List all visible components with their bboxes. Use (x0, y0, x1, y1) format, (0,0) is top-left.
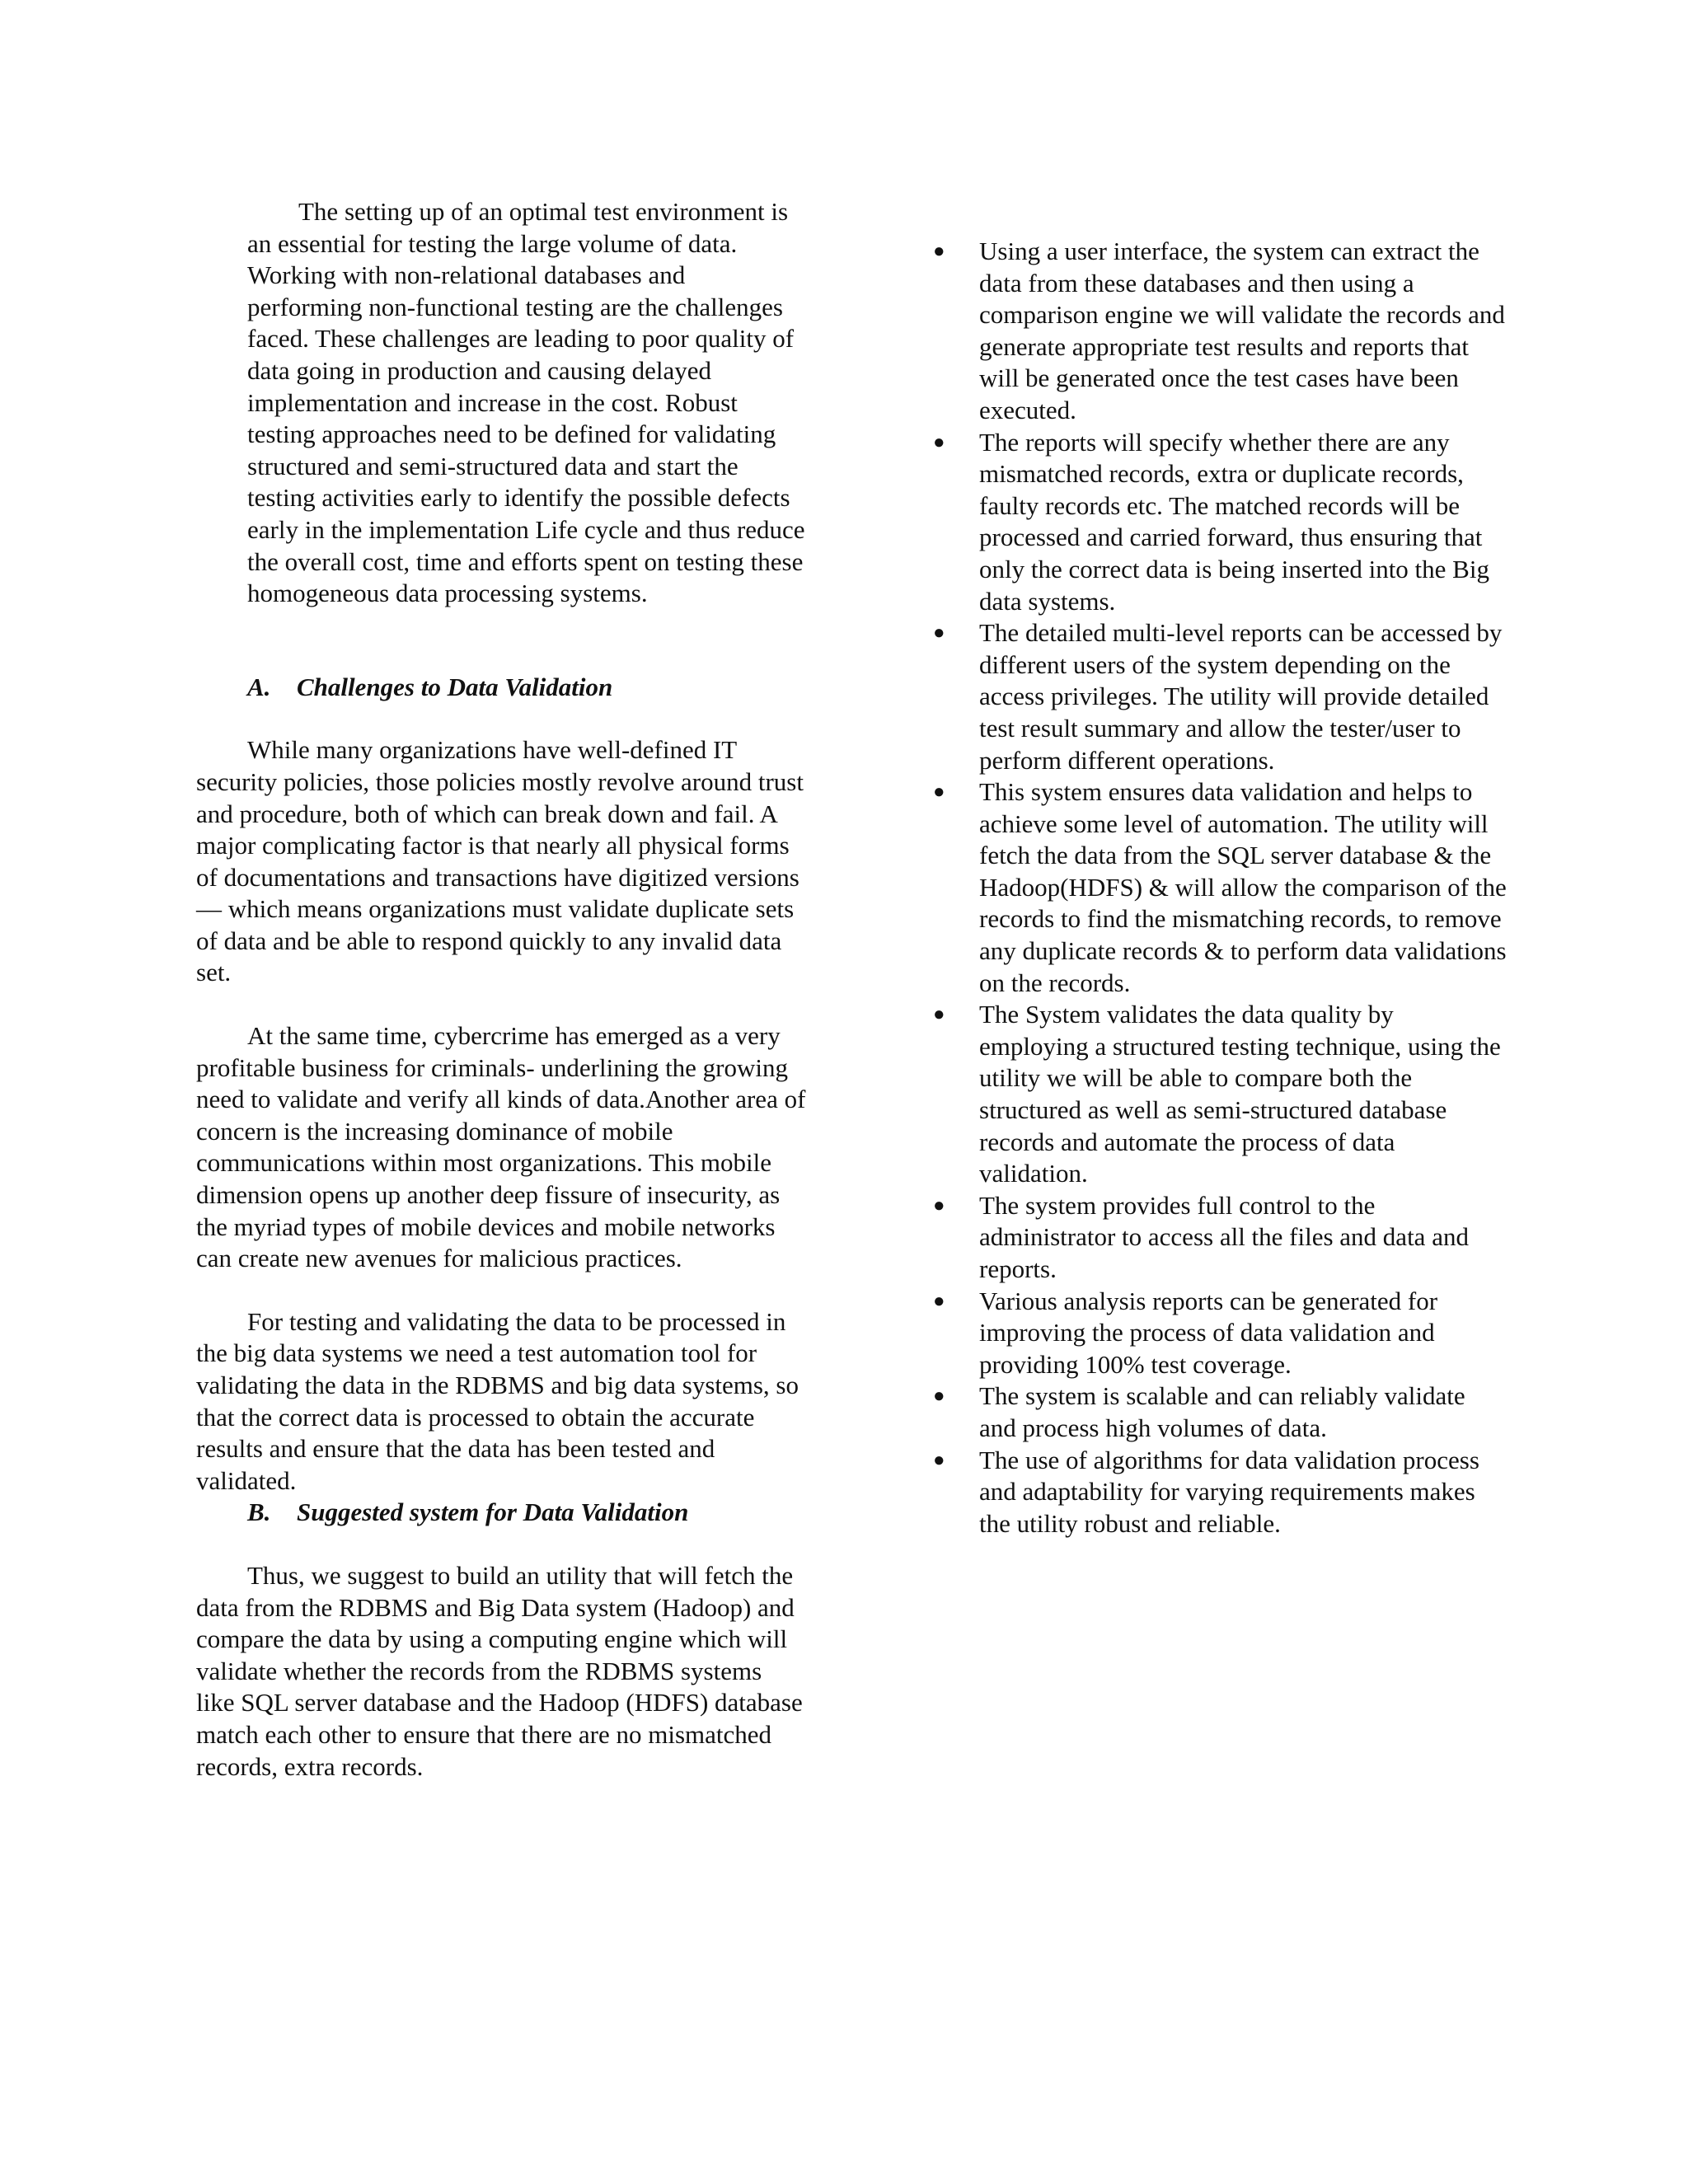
bullet-item (930, 776, 1507, 999)
bullet-item (930, 1445, 1507, 1540)
bullet-icon: ● (933, 431, 945, 453)
bullet-item (930, 617, 1507, 776)
bullet-text: The use of algorithms for data validation process and adaptability for varying requirements makes the utility robust and reliable. (979, 1445, 1479, 1538)
bullet-text: The System validates the data quality by employing a structured testing technique, using the utility we will be able to compare both the structured as well as semi-structured database records and automate the process of data validation. (979, 1000, 1501, 1188)
bullet-item (930, 236, 1507, 427)
bullet-item (930, 999, 1507, 1190)
bullet-icon: ● (933, 1385, 945, 1408)
right-column (930, 236, 1507, 1540)
bullet-text: Using a user interface, the system can extract the data from these databases and then using a comparison engine we will validate the records and generate appropriate test results and reports that will be generated once the test cases have been executed. (979, 237, 1505, 424)
bullet-item (930, 427, 1507, 618)
bullet-icon: ● (933, 1290, 945, 1312)
bullet-text: This system ensures data validation and helps to achieve some level of automation. The utility will fetch the data from the SQL server database & the Hadoop(HDFS) & will allow the comparison of the records to find the mismatching records, to remove any duplicate records & to perform data validations on the records. (979, 777, 1507, 997)
bullet-text: Various analysis reports can be generated for improving the process of data validation and providing 100% test coverage. (979, 1286, 1438, 1379)
bullet-icon: ● (933, 1004, 945, 1026)
feature-bullet-list (930, 236, 1507, 1540)
section-b-heading (247, 1497, 806, 1529)
bullet-icon: ● (933, 241, 945, 262)
intro-paragraph: The setting up of an optimal test environment is an essential for testing the large volume of data. Working with non-relational databases and performing non-functional testing are the challenges faced. These challenges are leading to poor quality of data going in production and causing delayed implementation and increase in the cost. Robust testing approaches need to be defined for validating structured and semi-structured data and start the testing activities early to identify the possible defects early in the implementation Life cycle and thus reduce the overall cost, time and efforts spent on testing these homogeneous data processing systems. (247, 197, 805, 608)
section-a-title: Challenges to Data Validation (297, 672, 613, 701)
section-a-paragraph-1: While many organizations have well-defined IT security policies, those policies mostly revolve around trust and procedure, both of which can break down and fail. A major complicating factor is that nearly all physical forms of documentations and transactions have digitized versions — which means organizations must validate duplicate sets of data and be able to respond quickly to any invalid data set. (196, 735, 804, 987)
section-a-paragraph-3: For testing and validating the data to be processed in the big data systems we need a test automation tool for validating the data in the RDBMS and big data systems, so that the correct data is processed to obtain the accurate results and ensure that the data has been tested and validated. (196, 1306, 799, 1495)
bullet-icon: ● (933, 622, 945, 644)
bullet-icon: ● (933, 1449, 945, 1471)
bullet-item (930, 1190, 1507, 1286)
bullet-text: The system provides full control to the administrator to access all the files and data and reports. (979, 1190, 1469, 1283)
bullet-item (930, 1286, 1507, 1381)
section-a-heading (247, 672, 806, 704)
bullet-item (930, 1380, 1507, 1444)
section-b-number: B. (247, 1497, 271, 1527)
bullet-text: The system is scalable and can reliably validate and process high volumes of data. (979, 1381, 1465, 1442)
section-a-paragraph-2: At the same time, cybercrime has emerged as a very profitable business for criminals- underlining the growing need to validate and verify all kinds of data.Another area of concern is the increasing dominance of mobile communications within most organizations. This mobile dimension opens up another deep fissure of insecurity, as the myriad types of mobile devices and mobile networks can create new avenues for malicious practices. (196, 1021, 806, 1273)
section-b-paragraph-1: Thus, we suggest to build an utility that will fetch the data from the RDBMS and Big Data system (Hadoop) and compare the data by using a computing engine which will validate whether the records from the RDBMS systems like SQL server database and the Hadoop (HDFS) database match each other to ensure that there are no mismatched records, extra records. (196, 1560, 803, 1781)
bullet-text: The detailed multi-level reports can be accessed by different users of the system depending on the access privileges. The utility will provide detailed test result summary and allow the tester/user to perform different operations. (979, 618, 1503, 775)
bullet-text: The reports will specify whether there are any mismatched records, extra or duplicate records, faulty records etc. The matched records will be processed and carried forward, thus ensuring that only the correct data is being inserted into the Big data systems. (979, 427, 1489, 616)
section-b-title: Suggested system for Data Validation (297, 1497, 689, 1527)
left-column (196, 196, 806, 1783)
bullet-icon: ● (933, 1194, 945, 1216)
section-a-number: A. (247, 672, 271, 701)
bullet-icon: ● (933, 781, 945, 804)
